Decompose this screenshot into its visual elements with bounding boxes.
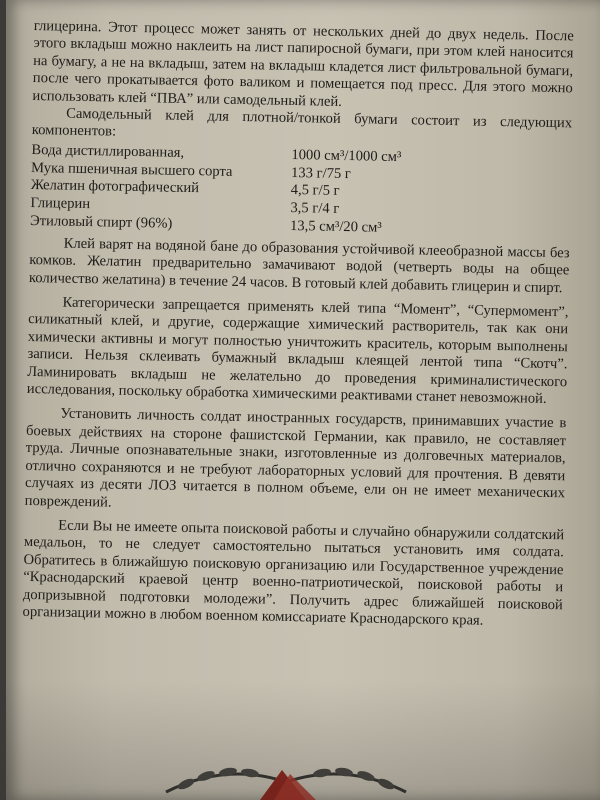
component-value: 4,5 г/5 г [290,182,340,200]
paragraph-advice: Если Вы не имеете опыта поисковой работы и случайно обнаружили солдатский медальон, то не следует самостоятельно пытаться установить имя солдата. Обратитесь в ближайшую поисковую организацию или Государственное учреждение “Краснодарский краевой центр военно-патриотической, поисковой работы и допризывной подготовки молодежи”. Получить адрес ближайшей поисковой организации можно в любом военном комиссариате Краснодарского края. [22,517,565,629]
component-value: 133 г/75 г [290,164,352,182]
component-value: 13,5 см³/20 см³ [289,217,382,236]
paragraph-glue-cooking: Клей варят на водяной бане до образования устойчивой клееобразной массы без комков. Желатин предварительно замачивают водой (четверть воды на общее количество желатина) в течение 24 часов. В готовый клей добавить глицерин и спирт. [28,235,570,296]
component-name: Глицерин [30,195,91,213]
component-name: Мука пшеничная высшего сорта [30,159,233,180]
book-page [6,0,600,800]
component-name: Желатин фотографический [30,177,200,197]
component-value: 1000 см³/1000 см³ [291,146,402,165]
ornament-wreath-icon [156,748,416,800]
component-name: Этиловый спирт (96%) [29,212,173,232]
paragraph-glue-intro: Самодельный клей для плотной/тонкой бумаги состоит из следующих компонентов: [31,105,573,141]
component-name: Вода дистиллированная, [31,141,185,161]
components-list [30,142,572,241]
paragraph-foreign-soldiers: Установить личность солдат иностранных государств, принимавших участие в боевых действиях на стороне фашистской Германии, как правило, не составляет труда. Личные опознавательные знаки, изготовленные из долговечных материалов, отлично сохраняются и не требуют лабораторных условий для прочтения. В девяти случаях из десяти ЛОЗ читается в полном объеме, ели он не имеет механических повреждений. [24,406,567,511]
paragraph-gluing: глицерина. Этот процесс может занять от нескольких дней до двух недель. После этого вкладыш можно наклеить на лист папиросной бумаги, при этом клей наносится на бумагу, а не на вкладыш, затем на вкладыш кладется лист фильтровальной бумаги, после чего прокатывается фото валиком и помещается под пресс. Для этого можно использовать клей “ПВА” или самодельный клей. [32,18,574,110]
page-text [22,18,573,632]
component-value: 3,5 г/4 г [290,200,340,218]
paragraph-forbidden-glue: Категорически запрещается применять клей типа “Момент”, “Супермомент”, силикатный клей, и другие, содержащие химический растворитель, так как они химически активны и могут полностью уничтожить краситель, которым выполнены записи. Нельзя склеивать бумажный вкладыш клеящей лентой типа “Скотч”. Ламинировать вкладыш не желательно до проведения криминалистического исследования, поскольку обработка химическими реактивами станет невозможной. [26,294,569,407]
